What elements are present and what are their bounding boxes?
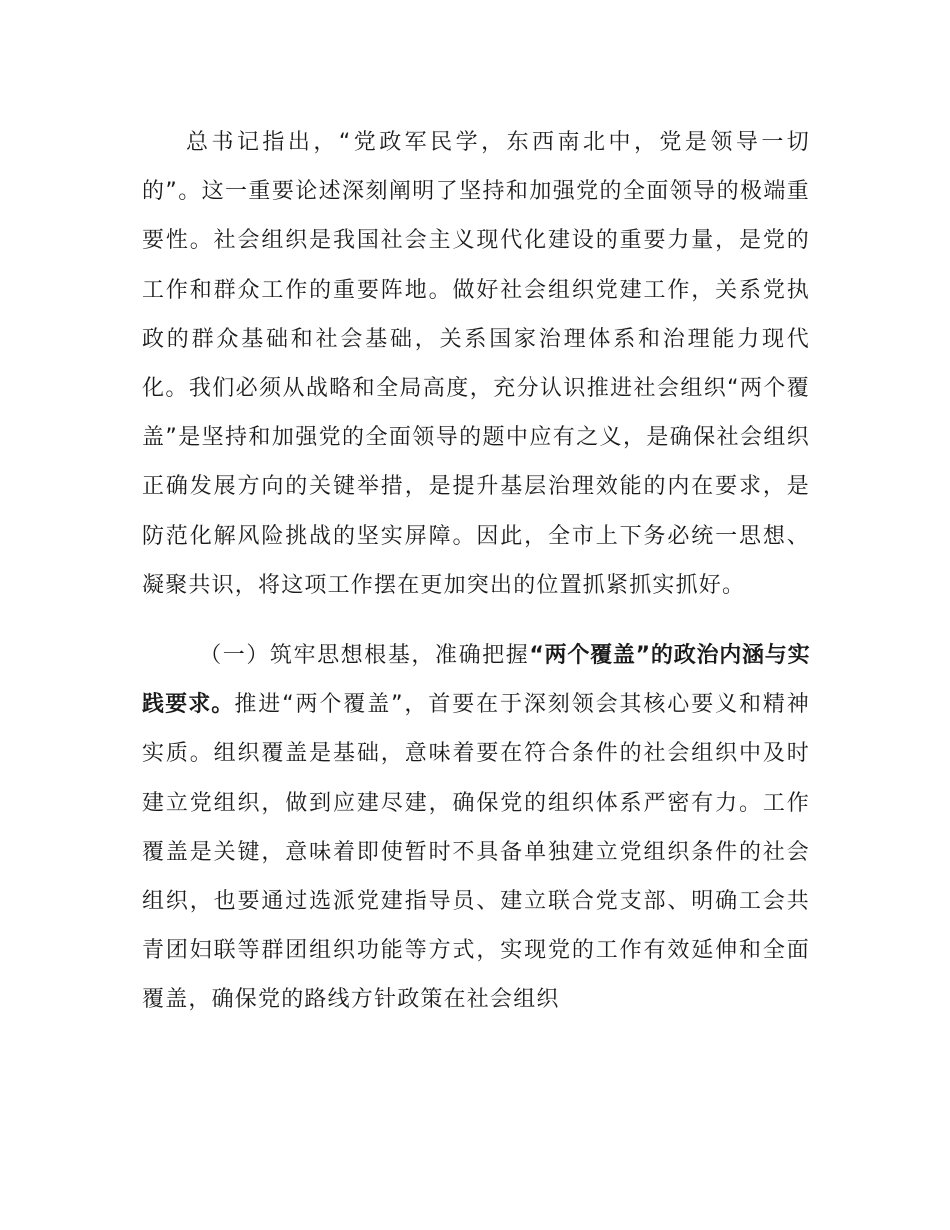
section-heading-bold: “两个覆盖”的政治内涵与实践要求。 — [142, 643, 810, 718]
section-body-text: 推进“两个覆盖”，首要在于深刻领会其核心要义和精神实质。组织覆盖是基础，意味着要在符合条件的社会组织中及时建立党组织，做到应建尽建，确保党的组织体系严密有力。工作覆盖是关键，意味着即使暂时不具备单独建立党组织条件的社会组织，也要通过选派党建指导员、建立联合党支部、明确工会共青团妇联等群团组织功能等方式，实现党的工作有效延伸和全面覆盖，确保党的路线方针政策在社会组织 — [142, 692, 810, 1013]
paragraph-intro: 总书记指出，“党政军民学，东西南北中，党是领导一切的”。这一重要论述深刻阐明了坚持和加强党的全面领导的极端重要性。社会组织是我国社会主义现代化建设的重要力量，是党的工作和群众工作的重要阵地。做好社会组织党建工作，关系党执政的群众基础和社会基础，关系国家治理体系和治理能力现代化。我们必须从战略和全局高度，充分认识推进社会组织“两个覆盖”是坚持和加强党的全面领导的题中应有之义，是确保社会组织正确发展方向的关键举措，是提升基层治理效能的内在要求，是防范化解风险挑战的坚实屏障。因此，全市上下务必统一思想、凝聚共识，将这项工作摆在更加突出的位置抓紧抓实抓好。 — [142, 130, 810, 598]
document-body — [142, 118, 810, 1025]
section-heading-prefix: （一）筑牢思想根基，准确把握 — [199, 643, 530, 669]
paragraph-section-one — [142, 631, 810, 1025]
